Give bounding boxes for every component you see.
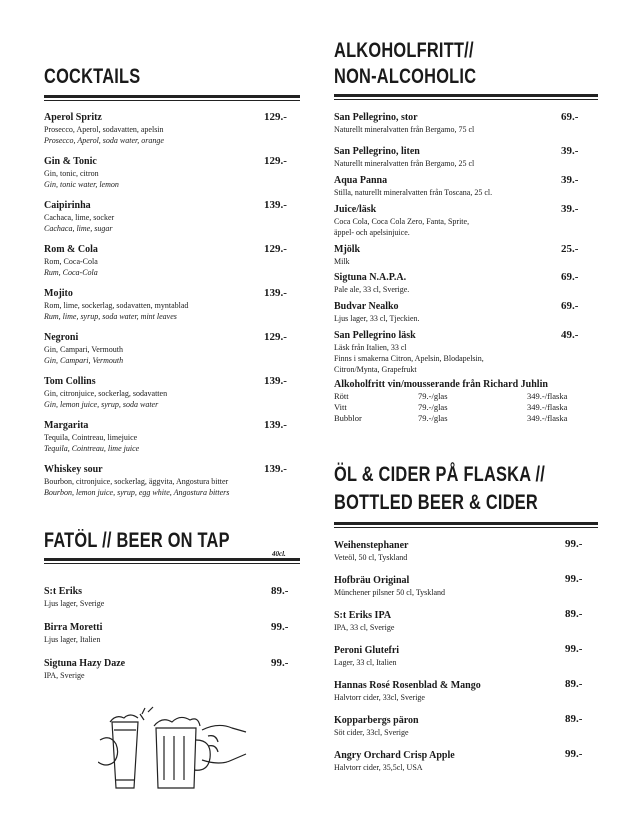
- item-name: Gin & Tonic: [44, 156, 97, 167]
- item-desc-cont: Finns i smakerna Citron, Apelsin, Blodapelsin,: [334, 354, 484, 363]
- item-price: 129.-: [264, 331, 287, 343]
- item-name: Weihenstephaner: [334, 540, 409, 551]
- item-name: S:t Eriks IPA: [334, 610, 392, 621]
- item-price: 99.-: [271, 657, 289, 669]
- item-desc: Söt cider, 33cl, Sverige: [334, 728, 409, 737]
- item-price: 89.-: [565, 713, 583, 725]
- item-name: Juice/läsk: [334, 204, 377, 215]
- item-desc-en: Gin, lemon juice, syrup, soda water: [44, 400, 159, 409]
- item-price: 39.-: [561, 174, 579, 186]
- item-price: 69.-: [561, 111, 579, 123]
- item-name: Sigtuna N.A.P.A.: [334, 272, 407, 283]
- list-item: [334, 301, 594, 324]
- list-item: [334, 204, 594, 238]
- list-item: [44, 586, 304, 609]
- list-item: [334, 146, 594, 169]
- bottled-title-line1: ÖL & CIDER PÅ FLASKA //: [334, 463, 546, 486]
- list-item: [334, 175, 594, 198]
- item-name: Peroni Glutefri: [334, 645, 400, 656]
- item-name: Tom Collins: [44, 376, 96, 387]
- cocktails-rule: [44, 95, 300, 98]
- item-desc: Veteöl, 50 cl, Tyskland: [334, 553, 408, 562]
- item-desc-en: Rum, Coca-Cola: [44, 268, 98, 277]
- item-price: 69.-: [561, 271, 579, 283]
- item-name: Budvar Nealko: [334, 301, 399, 312]
- list-item: [334, 244, 594, 267]
- list-item: [44, 622, 304, 645]
- list-item: [334, 645, 594, 668]
- item-desc-en: Gin, Campari, Vermouth: [44, 356, 124, 365]
- list-item: [334, 680, 594, 703]
- item-name: S:t Eriks: [44, 586, 83, 597]
- item-desc-en: Gin, tonic water, lemon: [44, 180, 119, 189]
- item-desc-en: Bourbon, lemon juice, syrup, egg white, Angostura bitters: [44, 488, 230, 497]
- na-wine-row-bottle: 349.-/flaska: [527, 391, 568, 401]
- item-desc: Stilla, naturellt mineralvatten från Toscana, 25 cl.: [334, 188, 493, 197]
- list-item: [334, 750, 594, 773]
- na-wine-row-glass: 79.-/glas: [418, 413, 448, 423]
- na-wine-row-glass: 79.-/glas: [418, 402, 448, 412]
- item-desc-cont: äppel- och apelsinjuice.: [334, 228, 410, 237]
- item-desc: Läsk från Italien, 33 cl: [334, 343, 407, 352]
- item-price: 89.-: [565, 678, 583, 690]
- list-item: [334, 112, 594, 135]
- item-name: Hofbräu Original: [334, 575, 410, 586]
- item-desc: Ljus lager, Italien: [44, 635, 101, 644]
- item-price: 139.-: [264, 287, 287, 299]
- item-price: 99.-: [565, 643, 583, 655]
- item-desc: Bourbon, citronjuice, sockerlag, äggvita, Angostura bitter: [44, 477, 229, 486]
- item-price: 99.-: [565, 538, 583, 550]
- item-price: 129.-: [264, 111, 287, 123]
- item-name: San Pellegrino, liten: [334, 146, 420, 157]
- item-price: 39.-: [561, 145, 579, 157]
- non-alcoholic-title-line1: ALKOHOLFRITT//: [334, 39, 474, 62]
- na-wine-row-bottle: 349.-/flaska: [527, 413, 568, 423]
- item-desc: IPA, Sverige: [44, 671, 85, 680]
- list-item: [334, 715, 594, 738]
- item-name: Negroni: [44, 332, 79, 343]
- item-desc-en: Prosecco, Aperol, soda water, orange: [44, 136, 164, 145]
- item-desc: Prosecco, Aperol, sodavatten, apelsin: [44, 125, 164, 134]
- item-name: Mojito: [44, 288, 73, 299]
- item-desc: Gin, Campari, Vermouth: [44, 345, 123, 354]
- item-desc-en: Tequila, Cointreau, lime juice: [44, 444, 140, 453]
- item-price: 39.-: [561, 203, 579, 215]
- na-wine-title: Alkoholfritt vin/mousserande från Richard Juhlin: [334, 379, 548, 390]
- item-name: Whiskey sour: [44, 464, 103, 475]
- item-desc: Gin, citronjuice, sockerlag, sodavatten: [44, 389, 168, 398]
- item-name: Hannas Rosé Rosenblad & Mango: [334, 680, 481, 691]
- item-desc: Rom, Coca-Cola: [44, 257, 98, 266]
- na-wine-row-name: Rött: [334, 391, 349, 401]
- item-desc: Lager, 33 cl, Italien: [334, 658, 397, 667]
- size-note: 40cl.: [272, 550, 286, 558]
- na-wine-row-bottle: 349.-/flaska: [527, 402, 568, 412]
- item-desc-en: Rum, lime, syrup, soda water, mint leaves: [44, 312, 177, 321]
- list-item: [334, 610, 594, 633]
- item-desc: Gin, tonic, citron: [44, 169, 99, 178]
- item-name: San Pellegrino, stor: [334, 112, 418, 123]
- item-name: Caipirinha: [44, 200, 91, 211]
- list-item: [334, 330, 594, 375]
- list-item: [44, 464, 284, 498]
- item-name: Aperol Spritz: [44, 112, 102, 123]
- item-price: 99.-: [565, 573, 583, 585]
- item-desc-cont: Citron/Mynta, Grapefrukt: [334, 365, 417, 374]
- item-desc: IPA, 33 cl, Sverige: [334, 623, 395, 632]
- beer-on-tap-title: FATÖL // BEER ON TAP: [44, 529, 230, 552]
- list-item: [44, 658, 304, 681]
- item-price: 89.-: [271, 585, 289, 597]
- item-name: Angry Orchard Crisp Apple: [334, 750, 455, 761]
- item-desc: Pale ale, 33 cl, Sverige.: [334, 285, 410, 294]
- item-price: 89.-: [565, 608, 583, 620]
- item-price: 139.-: [264, 199, 287, 211]
- item-desc: Tequila, Cointreau, limejuice: [44, 433, 138, 442]
- beer-toast-illustration: [98, 700, 248, 792]
- item-price: 139.-: [264, 463, 287, 475]
- item-price: 139.-: [264, 375, 287, 387]
- non-alcoholic-rule: [334, 94, 598, 97]
- cocktails-title: COCKTAILS: [44, 65, 141, 88]
- item-desc: Münchener pilsner 50 cl, Tyskland: [334, 588, 446, 597]
- item-price: 69.-: [561, 300, 579, 312]
- item-price: 99.-: [565, 748, 583, 760]
- item-name: Margarita: [44, 420, 89, 431]
- item-desc: Milk: [334, 257, 350, 266]
- item-desc: Ljus lager, Sverige: [44, 599, 105, 608]
- item-desc: Ljus lager, 33 cl, Tjeckien.: [334, 314, 420, 323]
- list-item: [334, 575, 594, 598]
- item-name: Kopparbergs päron: [334, 715, 419, 726]
- item-desc: Coca Cola, Coca Cola Zero, Fanta, Sprite,: [334, 217, 470, 226]
- bottled-rule: [334, 522, 598, 525]
- na-wine-row-glass: 79.-/glas: [418, 391, 448, 401]
- item-price: 139.-: [264, 419, 287, 431]
- item-desc: Rom, lime, sockerlag, sodavatten, myntablad: [44, 301, 189, 310]
- item-desc: Cachaca, lime, socker: [44, 213, 115, 222]
- non-alcoholic-title-line2: NON-ALCOHOLIC: [334, 65, 477, 88]
- item-name: Mjölk: [334, 244, 361, 255]
- na-wine-row-name: Bubblor: [334, 413, 362, 423]
- item-name: Sigtuna Hazy Daze: [44, 658, 126, 669]
- beer-on-tap-rule: [44, 558, 300, 561]
- item-desc-en: Cachaca, lime, sugar: [44, 224, 113, 233]
- item-desc: Halvtorr cider, 35,5cl, USA: [334, 763, 423, 772]
- item-name: Aqua Panna: [334, 175, 388, 186]
- na-wine-row-name: Vitt: [334, 402, 347, 412]
- item-price: 129.-: [264, 155, 287, 167]
- item-desc: Naturellt mineralvatten från Bergamo, 25 cl: [334, 159, 475, 168]
- bottled-title-line2: BOTTLED BEER & CIDER: [334, 491, 538, 514]
- item-name: San Pellegrino läsk: [334, 330, 416, 341]
- item-price: 25.-: [561, 243, 579, 255]
- item-price: 99.-: [271, 621, 289, 633]
- item-desc: Halvtorr cider, 33cl, Sverige: [334, 693, 425, 702]
- item-desc: Naturellt mineralvatten från Bergamo, 75 cl: [334, 125, 475, 134]
- item-name: Birra Moretti: [44, 622, 103, 633]
- item-price: 129.-: [264, 243, 287, 255]
- list-item: [334, 540, 594, 563]
- item-price: 49.-: [561, 329, 579, 341]
- item-name: Rom & Cola: [44, 244, 98, 255]
- list-item: [334, 272, 594, 295]
